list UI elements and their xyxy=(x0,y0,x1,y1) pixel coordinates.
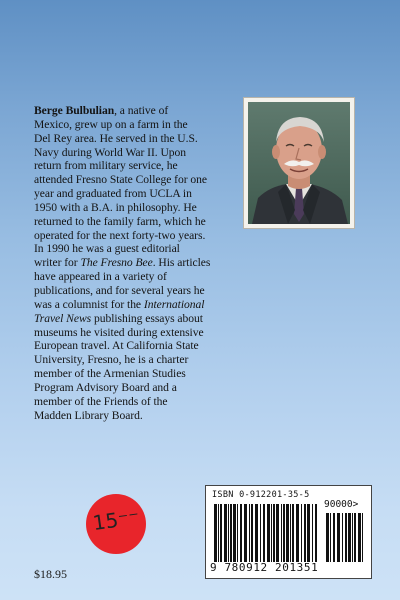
bio-text: European travel. At California State xyxy=(34,339,199,353)
bio-line xyxy=(34,381,252,395)
bio-line xyxy=(34,395,252,409)
bio-text: Mexico, grew up on a farm in the xyxy=(34,117,188,131)
isbn-barcode xyxy=(205,485,372,579)
bio-text: Navy during World War II. Upon xyxy=(34,145,187,159)
bio-line xyxy=(34,146,252,160)
bio-line xyxy=(34,367,252,381)
bio-line xyxy=(34,229,252,243)
bio-text: Program Advisory Board and a xyxy=(34,380,177,394)
bio-line xyxy=(34,353,252,367)
bio-line xyxy=(34,242,252,256)
ean-digits: 9 780912 201351 xyxy=(210,561,319,574)
bio-line xyxy=(34,339,252,353)
author-name: Berge Bulbulian xyxy=(34,104,115,117)
isbn-number: ISBN 0-912201-35-5 xyxy=(212,490,310,500)
bio-text: publishing essays about xyxy=(91,311,203,325)
bio-text: have appeared in a variety of xyxy=(34,270,167,284)
bio-text: writer for xyxy=(34,256,81,270)
publication-title: International xyxy=(143,297,205,311)
bio-text: 1950 with a B.A. in philosophy. He xyxy=(34,200,197,214)
bio-text: year and graduated from UCLA in xyxy=(34,187,192,201)
author-photo xyxy=(244,98,354,228)
publication-title: Travel News xyxy=(34,311,92,325)
bio-text: In 1990 he was a guest editorial xyxy=(34,242,180,256)
bio-text: attended Fresno State College for one xyxy=(34,173,207,187)
bio-text: member of the Friends of the xyxy=(34,394,168,408)
bio-text: returned to the family farm, which he xyxy=(34,214,206,228)
bio-line xyxy=(34,298,252,312)
bio-line xyxy=(34,312,252,326)
sticker-handwriting: 15⁻⁻ xyxy=(91,504,141,536)
bio-line xyxy=(34,215,252,229)
bio-line xyxy=(34,159,252,173)
bio-line xyxy=(34,326,252,340)
bio-line xyxy=(34,104,252,118)
publication-title: The Fresno Bee xyxy=(80,256,153,270)
bio-line xyxy=(34,270,252,284)
bio-line xyxy=(34,118,252,132)
author-biography xyxy=(34,104,252,422)
bio-text: publications, and for several years he xyxy=(34,283,205,297)
bio-text: was a columnist for the xyxy=(34,297,144,311)
bio-text: Madden Library Board. xyxy=(34,408,143,422)
price-label: $18.95 xyxy=(34,567,67,581)
bio-line xyxy=(34,187,252,201)
price-sticker xyxy=(86,494,146,554)
bio-text: , a native of xyxy=(114,104,169,117)
author-portrait-image xyxy=(248,102,350,224)
bio-line xyxy=(34,173,252,187)
bio-text: University, Fresno, he is a charter xyxy=(34,353,189,367)
bio-line xyxy=(34,284,252,298)
bio-line xyxy=(34,409,252,423)
bio-text: return from military service, he xyxy=(34,159,178,173)
ean-barcode-bars xyxy=(214,504,318,562)
bio-text: member of the Armenian Studies xyxy=(34,367,186,381)
bio-text: Del Rey area. He served in the U.S. xyxy=(34,131,198,145)
bio-text: . His articles xyxy=(152,256,211,270)
bio-line xyxy=(34,132,252,146)
bio-line xyxy=(34,256,252,270)
price-code-digits: 90000> xyxy=(324,499,359,510)
bio-text: operated for the next forty-two years. xyxy=(34,228,206,242)
bio-line xyxy=(34,201,252,215)
addon-barcode-bars xyxy=(326,513,366,562)
bio-text: museums he visited during extensive xyxy=(34,325,204,339)
